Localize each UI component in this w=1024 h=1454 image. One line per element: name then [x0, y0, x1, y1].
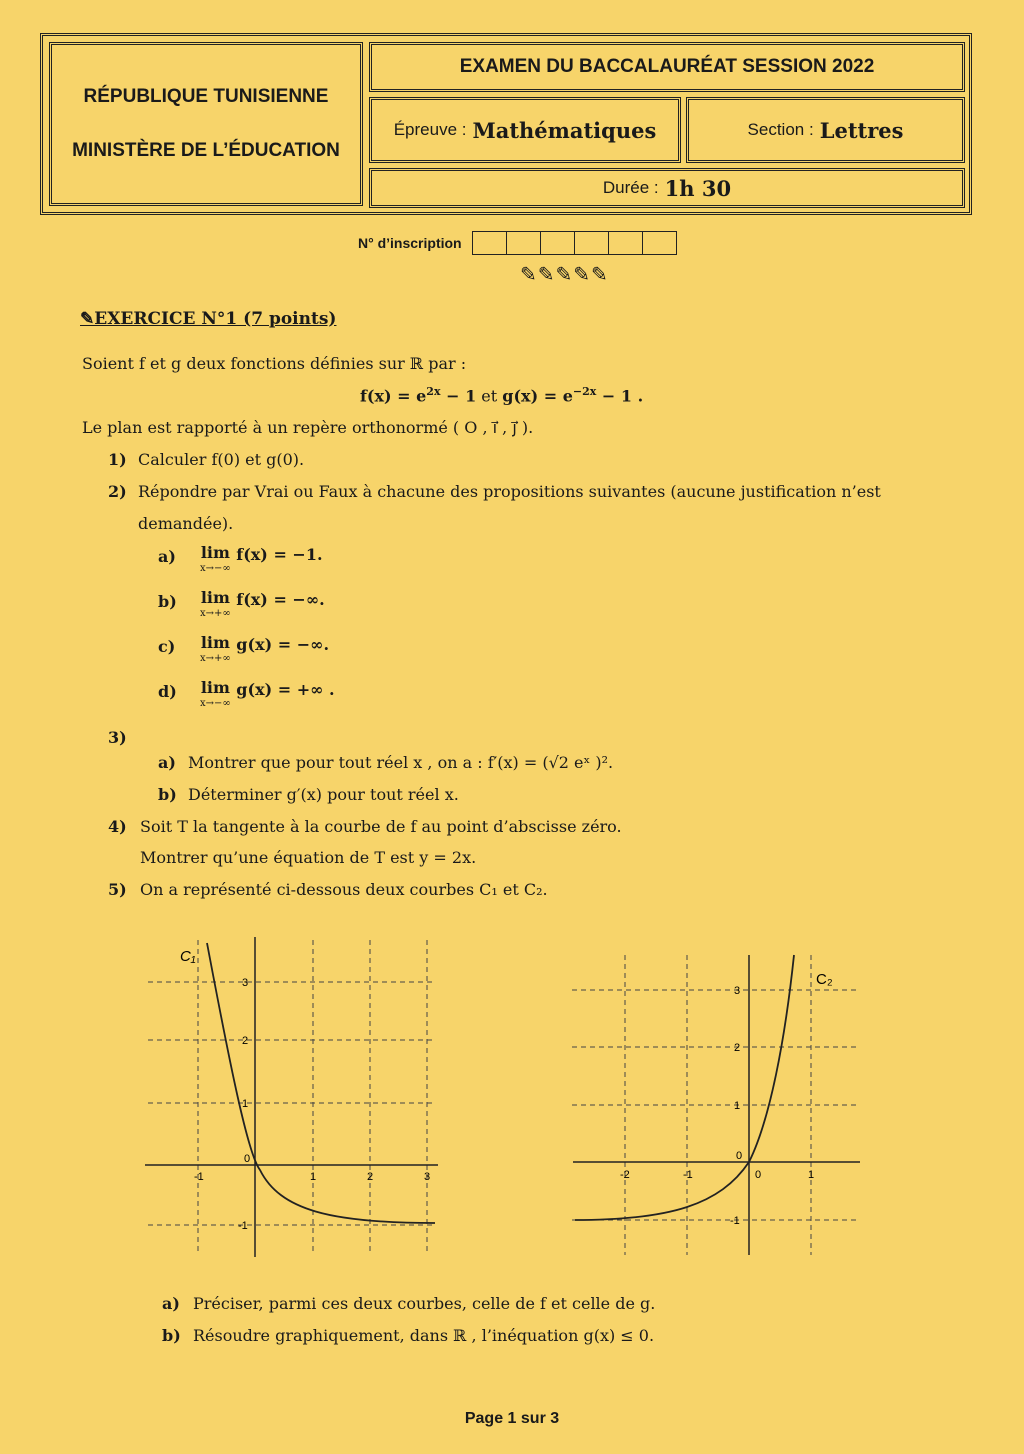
def-g: g(x) = e: [502, 386, 573, 406]
q2c-label: c): [158, 637, 176, 656]
inscription-cell[interactable]: [575, 231, 609, 255]
lim-sub: x→+∞: [200, 653, 231, 664]
q2a-label: a): [158, 547, 176, 566]
x-tick-label: -2: [620, 1169, 630, 1181]
x-tick-label: -1: [683, 1169, 693, 1181]
q1-number: 1): [108, 450, 127, 469]
inscription-label: N° d’inscription: [358, 235, 462, 251]
x-tick-label: 1: [808, 1169, 815, 1181]
q3-number: 3): [108, 728, 127, 747]
q4-text-line2: Montrer qu’une équation de T est y = 2x.: [140, 848, 477, 867]
epreuve-box: [369, 97, 681, 163]
ministry-name: MINISTÈRE DE L’ÉDUCATION: [72, 140, 340, 161]
repere-text: Le plan est rapporté à un repère orthonormé ( O , i⃗ , j⃗ ).: [82, 418, 534, 437]
y-tick-label: 3: [734, 985, 741, 997]
inscription-cells[interactable]: [472, 231, 677, 255]
lim-expr: g(x) = +∞ .: [230, 680, 335, 699]
origin-label: 0: [244, 1153, 251, 1165]
duree-value: 1h 30: [664, 175, 732, 201]
y-tick-label: -1: [238, 1220, 248, 1232]
lim-word: lim: [200, 678, 230, 697]
q4-number: 4): [108, 817, 127, 836]
y-tick-label: -1: [730, 1215, 740, 1227]
origin-label: 0: [736, 1150, 743, 1162]
inscription-cell[interactable]: [507, 231, 541, 255]
q2-number: 2): [108, 482, 127, 501]
inscription-cell[interactable]: [541, 231, 575, 255]
duree-box: [369, 168, 965, 208]
exercise-title: ✎EXERCICE N°1 (7 points): [80, 309, 337, 329]
page-footer: Page 1 sur 3: [464, 1410, 560, 1427]
republic-name: RÉPUBLIQUE TUNISIENNE: [83, 86, 329, 107]
lim-expr: g(x) = −∞.: [230, 635, 330, 654]
q2-text-line1: Répondre par Vrai ou Faux à chacune des propositions suivantes (aucune justification n’est: [138, 482, 881, 501]
inscription-cell[interactable]: [609, 231, 643, 255]
section-label: Section :: [747, 120, 814, 139]
def-and: et: [476, 386, 503, 406]
institution-box: [49, 42, 363, 206]
q2b-label: b): [158, 592, 177, 611]
curve-label-c2: C₂: [816, 971, 833, 988]
y-tick-label: 1: [242, 1098, 249, 1110]
q5a-text: Préciser, parmi ces deux courbes, celle de f et celle de g.: [193, 1294, 656, 1313]
q2a-limit: [200, 545, 323, 574]
q3a-text: Montrer que pour tout réel x , on a : f′(x) = (√2 eˣ )².: [188, 753, 614, 772]
x-tick-label: 3: [424, 1171, 431, 1183]
grid-c2: [572, 955, 858, 1255]
curve-label-c1: C₁: [180, 948, 196, 965]
q5a-label: a): [162, 1294, 180, 1313]
inscription-cell[interactable]: [643, 231, 677, 255]
section-value: Lettres: [819, 117, 904, 143]
y-tick-label: 1: [734, 1100, 741, 1112]
y-tick-label: 2: [242, 1035, 249, 1047]
exam-title: EXAMEN DU BACCALAURÉAT SESSION 2022: [369, 42, 965, 92]
inscription-cell[interactable]: [472, 231, 507, 255]
x-tick-label: 2: [367, 1171, 374, 1183]
def-g-exp: −2x: [572, 385, 597, 398]
q3b-text: Déterminer g′(x) pour tout réel x.: [188, 785, 459, 804]
q3b-label: b): [158, 785, 177, 804]
x-tick-label: 1: [310, 1171, 317, 1183]
lim-word: lim: [200, 633, 230, 652]
lim-sub: x→−∞: [200, 563, 231, 574]
q1-text: Calculer f(0) et g(0).: [138, 450, 305, 469]
q3a-label: a): [158, 753, 176, 772]
y-tick-label: 3: [242, 977, 249, 989]
q2c-limit: [200, 635, 329, 664]
function-definitions: [360, 385, 643, 405]
q2-text-line2: demandée).: [138, 514, 234, 533]
section-box: [686, 97, 965, 163]
lim-sub: x→+∞: [200, 608, 231, 619]
duree-label: Durée :: [602, 178, 659, 197]
def-f-tail: − 1: [440, 386, 477, 406]
x-tick-label: -1: [194, 1171, 204, 1183]
x-tick-label: 0: [755, 1169, 762, 1181]
grid-c1: [148, 940, 435, 1255]
q5-number: 5): [108, 880, 127, 899]
q2d-limit: [200, 680, 335, 709]
q2b-limit: [200, 590, 325, 619]
def-f-exp: 2x: [426, 385, 441, 398]
graph-c2: [570, 950, 865, 1260]
graph-c1: [140, 935, 440, 1260]
epreuve-value: Mathématiques: [472, 117, 657, 143]
q2d-label: d): [158, 682, 177, 701]
y-tick-label: 2: [734, 1042, 741, 1054]
epreuve-label: Épreuve :: [393, 120, 467, 139]
q5b-text: Résoudre graphiquement, dans ℝ , l’inéquation g(x) ≤ 0.: [193, 1326, 655, 1345]
intro-text: Soient f et g deux fonctions définies sur ℝ par :: [82, 354, 467, 373]
pencil-icons: ✎✎✎✎✎: [520, 262, 609, 286]
def-g-tail: − 1 .: [596, 386, 644, 406]
exam-header: [40, 33, 972, 215]
lim-sub: x→−∞: [200, 698, 231, 709]
q5-text: On a représenté ci-dessous deux courbes C₁ et C₂.: [140, 880, 548, 899]
q4-text-line1: Soit T la tangente à la courbe de f au point d’abscisse zéro.: [140, 817, 622, 836]
lim-word: lim: [200, 543, 230, 562]
lim-expr: f(x) = −∞.: [230, 590, 325, 609]
inscription-row: [358, 231, 677, 255]
q5b-label: b): [162, 1326, 181, 1345]
def-f: f(x) = e: [360, 386, 427, 406]
lim-word: lim: [200, 588, 230, 607]
lim-expr: f(x) = −1.: [230, 545, 323, 564]
